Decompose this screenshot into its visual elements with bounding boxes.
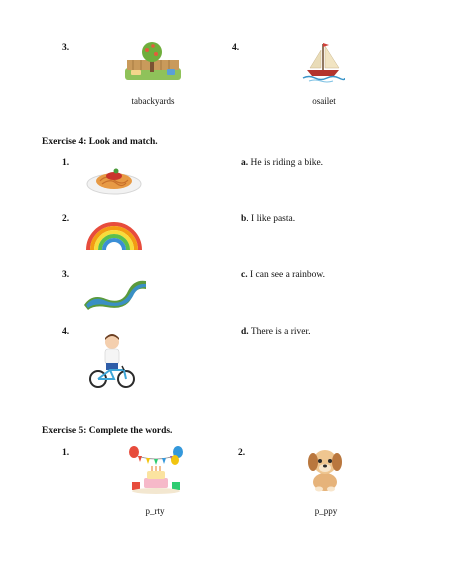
ex4-image-4-number: 4. [62,327,70,337]
ex5-item-2-caption: p_ppy [314,506,338,516]
ex4-image-3-number: 3. [62,270,70,280]
ex5-item-2-number: 2. [238,448,246,458]
ex4-image-2-number: 2. [62,214,70,224]
ex4-sentence-a: a. He is riding a bike. [241,158,324,168]
ex5-item-1-number: 1. [62,448,70,458]
ex4-sentence-d: d. There is a river. [241,327,311,337]
puppy-icon [303,444,347,492]
item-4-number: 4. [232,43,240,53]
exercise-4-title: Exercise 4: Look and match. [42,137,158,147]
ex4-sentence-b: b. I like pasta. [241,214,296,224]
pasta-icon [86,162,142,196]
rainbow-icon [84,218,144,252]
ex4-sentence-c: c. I can see a rainbow. [241,270,326,280]
ex5-item-1-caption: p_rty [145,506,165,516]
boy-on-bike-icon [88,332,136,390]
item-3-number: 3. [62,43,70,53]
item-3-caption: tabackyards [131,96,175,106]
item-4-caption: osailet [312,96,336,106]
exercise-5-title: Exercise 5: Complete the words. [42,426,173,436]
ex4-image-1-number: 1. [62,158,70,168]
backyard-icon [123,40,183,82]
party-icon [128,444,184,496]
river-icon [82,275,148,311]
sailboat-icon [301,40,345,84]
